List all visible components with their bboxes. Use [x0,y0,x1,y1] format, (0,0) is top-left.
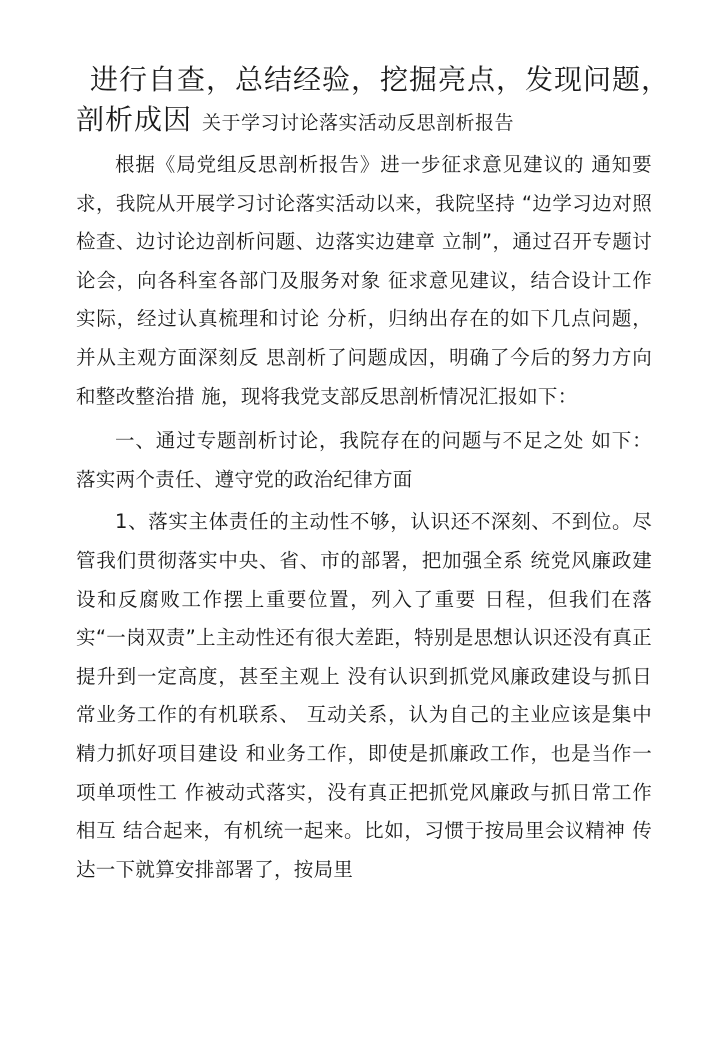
item-1-paragraph: 1、落实主体责任的主动性不够，认识还不深刻、不到位。尽管我们贯彻落实中央、省、市的部署，把加强全系 统党风廉政建设和反腐败工作摆上重要位置，列入了重要 日程，但我们在落实“一岗双责”上主动性还有很大差距，特别是思想认识还没有真正提升到一定高度，甚至主观上 没有认识到抓党风廉政建设与抓日常业务工作的有机联系、 互动关系，认为自己的主业应该是集中精力抓好项目建设 和业务工作，即使是抓廉政工作，也是当作一项单项性工 作被动式落实，没有真正把抓党风廉政与抓日常工作相互 结合起来，有机统一起来。比如，习惯于按局里会议精神 传达一下就算安排部署了，按局里 [76,510,652,881]
title-main-tail: 剖析成因 [76,103,193,136]
document-subtitle: 关于学习讨论落实活动反思剖析报告 [202,112,515,134]
title-line-2 [76,100,676,143]
document-body [76,146,652,889]
document-title [76,60,676,143]
section-1-heading: 一、通过专题剖析讨论，我院存在的问题与不足之处 如下： 落实两个责任、遵守党的政治纪律方面 [76,429,652,491]
title-line-1: 进行自查，总结经验，挖掘亮点，发现问题， [90,63,671,96]
intro-paragraph: 根据《局党组反思剖析报告》进一步征求意见建议的 通知要求，我院从开展学习讨论落实活动以来，我院坚持 “边学习边对照检查、边讨论边剖析问题、边落实边建章 立制”，通过召开专题讨论会，向各科室各部门及服务对象 征求意见建议，结合设计工作实际，经过认真梳理和讨论 分析，归纳出存在的如下几点问题，并从主观方面深刻反 思剖析了问题成因，明确了今后的努力方向和整改整治措 施，现将我党支部反思剖析情况汇报如下： [76,153,652,408]
